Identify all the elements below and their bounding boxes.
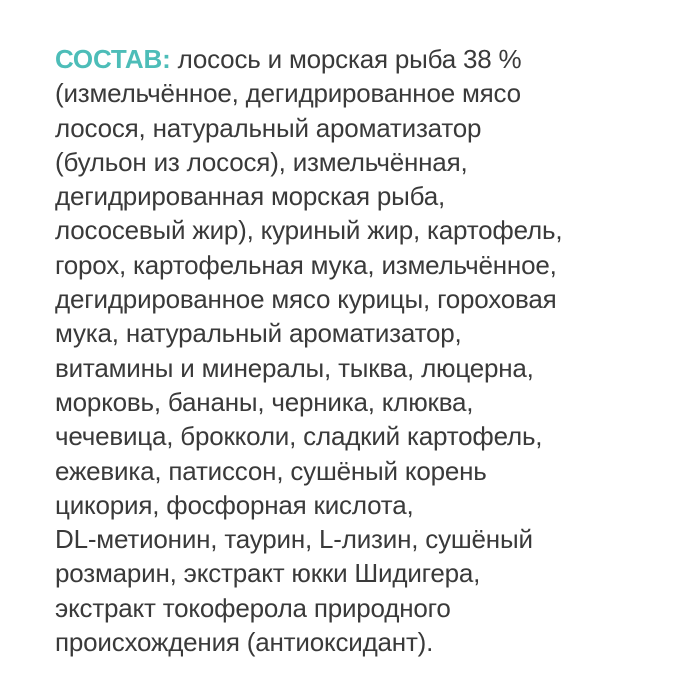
ingredients-line-4: (бульон из лосося), измельчённая, (55, 146, 468, 177)
ingredients-line-14: цикория, фосфорная кислота, (55, 489, 414, 520)
ingredients-text-block (55, 42, 675, 659)
ingredients-line-11: морковь, бананы, черника, клюква, (55, 386, 474, 417)
ingredients-line-6: лососевый жир), куриный жир, картофель, (55, 215, 563, 246)
ingredients-line-17: экстракт токоферола природного (55, 592, 451, 623)
ingredients-first-line-text: лосось и морская рыба 38 % (170, 44, 522, 74)
ingredients-line-2: (измельчённое, дегидрированное мясо (55, 78, 521, 109)
ingredients-line-8: дегидрированное мясо курицы, гороховая (55, 284, 557, 315)
ingredients-line-3: лосося, натуральный ароматизатор (55, 112, 482, 143)
ingredients-line-16: розмарин, экстракт юкки Шидигера, (55, 558, 481, 589)
ingredients-line-5: дегидрированная морская рыба, (55, 181, 446, 212)
ingredients-line-18: происхождения (антиоксидант). (55, 627, 434, 658)
ingredients-line-9: мука, натуральный ароматизатор, (55, 318, 462, 349)
ingredients-line-12: чечевица, брокколи, сладкий картофель, (55, 421, 543, 452)
ingredients-line-1 (55, 42, 675, 76)
ingredients-line-13: ежевика, патиссон, сушёный корень (55, 455, 487, 486)
ingredients-line-7: горох, картофельная мука, измельчённое, (55, 249, 557, 280)
composition-heading: СОСТАВ: (55, 44, 171, 74)
ingredients-line-15: DL-метионин, таурин, L-лизин, сушёный (55, 524, 533, 555)
ingredients-line-10: витамины и минералы, тыква, люцерна, (55, 352, 534, 383)
